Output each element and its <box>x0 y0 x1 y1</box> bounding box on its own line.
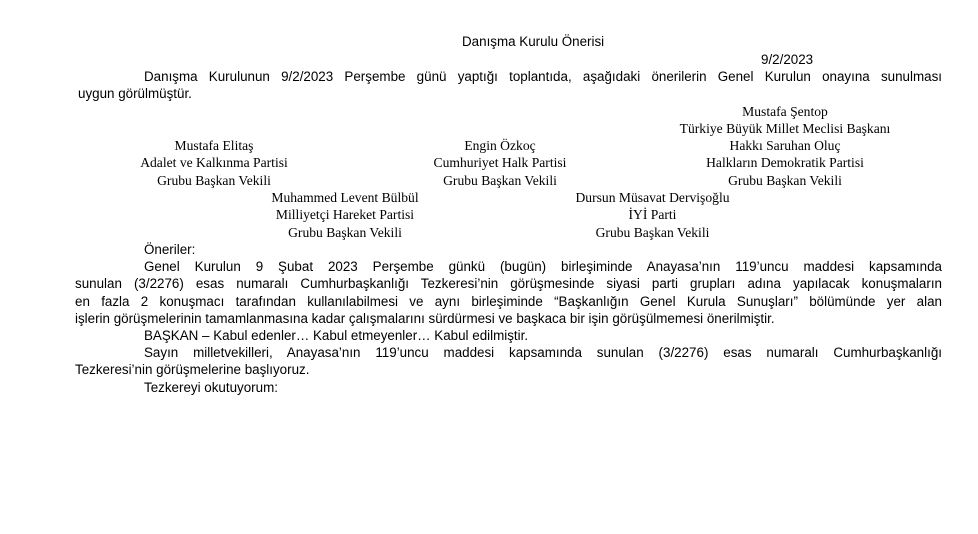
signatory-name: Mustafa Elitaş <box>174 138 254 153</box>
next-item-line: Sayın milletvekilleri, Anayasa’nın 119’uncu maddesi kapsamında sunulan (3/2276) esas numaralı Cumhurbaşkanlığı <box>144 345 942 360</box>
intro-line: Danışma Kurulunun 9/2/2023 Perşembe günü yaptığı toplantıda, aşağıdaki önerilerin Genel Kurulun onayına sunulması <box>144 69 942 84</box>
signature-iyi <box>535 189 770 241</box>
proposal-line: sunulan (3/2276) esas numaralı Cumhurbaşkanlığı Tezkeresi’nin görüşmesinde siyasi parti grupları adına yapılacak konuşmaların <box>75 276 942 292</box>
proposals-heading: Öneriler: <box>144 242 196 257</box>
signature-speaker <box>660 103 910 138</box>
intro-line: uygun görülmüştür. <box>78 86 192 102</box>
proposal-paragraph <box>75 258 942 328</box>
signatory-party: İYİ Parti <box>628 207 677 223</box>
signatory-role: Grubu Başkan Vekili <box>443 172 557 188</box>
signatory-title: Türkiye Büyük Millet Meclisi Başkanı <box>679 121 891 137</box>
signatory-name: Dursun Müsavat Dervişoğlu <box>575 190 730 205</box>
next-item-line: Tezkeresi’nin görüşmelerine başlıyoruz. <box>75 362 310 378</box>
signatory-party: Milliyetçi Hareket Partisi <box>275 207 415 223</box>
signature-chp <box>390 137 610 189</box>
signatory-name: Engin Özkoç <box>464 138 536 153</box>
signatory-party: Halkların Demokratik Partisi <box>706 155 864 171</box>
document-title: Danışma Kurulu Önerisi <box>462 34 605 49</box>
signatory-name: Hakkı Saruhan Oluç <box>729 138 841 153</box>
proposal-line: işlerin görüşmelerinin tamamlanmasına kadar çalışmalarını sürdürmesi ve başkaca bir işin görüşülmemesi önerilmiştir. <box>75 311 775 327</box>
signatory-name: Mustafa Şentop <box>742 104 828 119</box>
signatory-role: Grubu Başkan Vekili <box>288 224 402 240</box>
signatory-role: Grubu Başkan Vekili <box>728 172 842 188</box>
signatory-party: Cumhuriyet Halk Partisi <box>433 155 567 171</box>
signatory-party: Adalet ve Kalkınma Partisi <box>140 155 288 171</box>
document-date: 9/2/2023 <box>761 52 814 67</box>
signatory-role: Grubu Başkan Vekili <box>595 224 710 240</box>
proposal-line: Genel Kurulun 9 Şubat 2023 Perşembe günkü (bugün) birleşiminde Anayasa’nın 119’uncu maddesi kapsamında <box>144 259 942 274</box>
signatory-role: Grubu Başkan Vekili <box>157 172 271 188</box>
intro-paragraph <box>75 68 942 103</box>
next-item-paragraph <box>75 344 942 379</box>
signature-mhp <box>235 189 455 241</box>
signature-hdp <box>665 137 905 189</box>
president-statement: BAŞKAN – Kabul edenler… Kabul etmeyenler… Kabul edilmiştir. <box>144 328 529 343</box>
proposal-line: en fazla 2 konuşmacı tarafından kullanılabilmesi ve aynı birleşiminde “Başkanlığın Genel Kurula Sunuşları” bölümünde yer alan <box>75 293 942 309</box>
reading-note: Tezkereyi okutuyorum: <box>144 380 278 395</box>
signatory-name: Muhammed Levent Bülbül <box>271 190 419 205</box>
signature-akp <box>104 137 324 189</box>
